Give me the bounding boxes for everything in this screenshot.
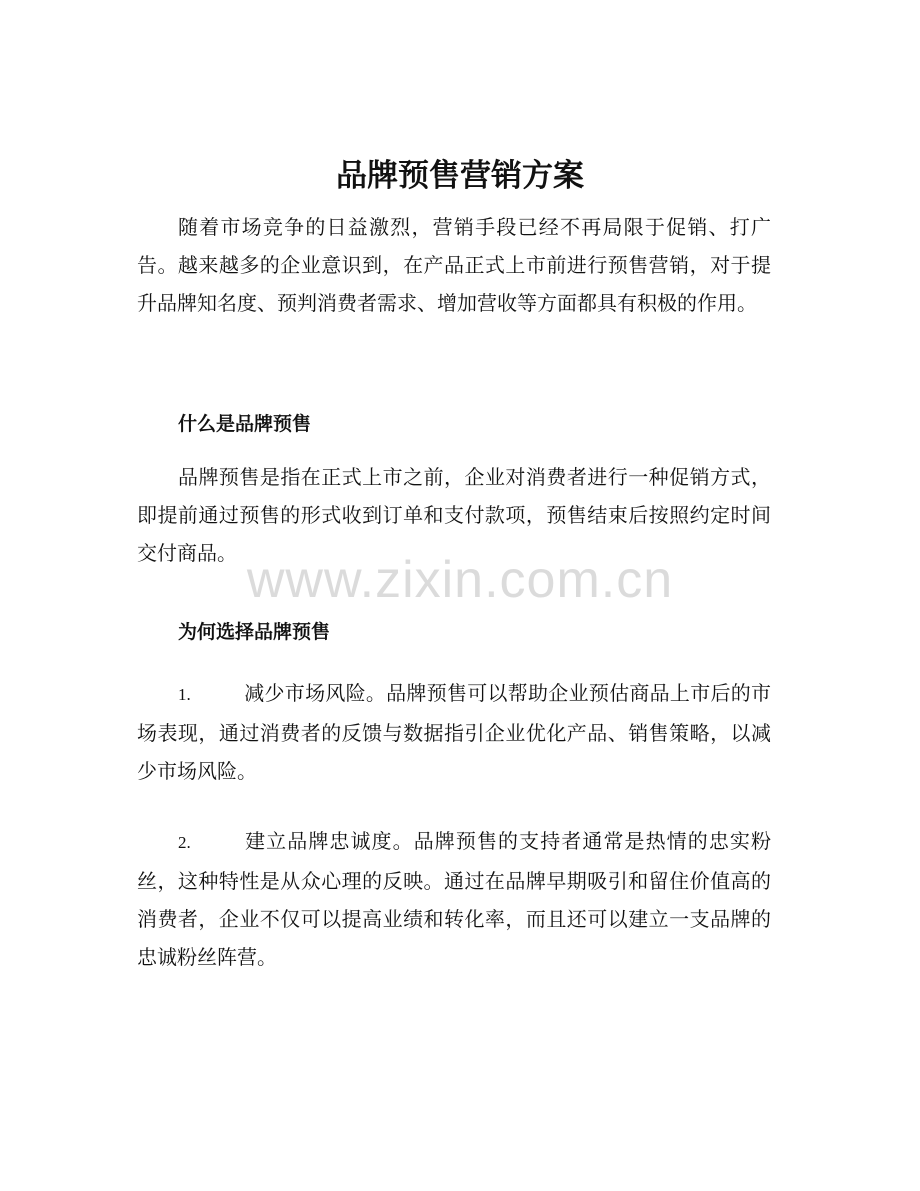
document-title: 品牌预售营销方案 — [336, 158, 584, 194]
intro-paragraph: 随着市场竞争的日益激烈，营销手段已经不再局限于促销、打广告。越来越多的企业意识到，在产品正式上市前进行预售营销，对于提升品牌知名度、预判消费者需求、增加营收等方面都具有积极的作用。 — [137, 215, 771, 315]
list-item — [137, 822, 771, 976]
list-item-number: 1. — [178, 685, 191, 704]
list-item-text: 减少市场风险。品牌预售可以帮助企业预估商品上市后的市场表现，通过消费者的反馈与数据指引企业优化产品、销售策略，以减少市场风险。 — [137, 681, 771, 783]
section-what-paragraph: 品牌预售是指在正式上市之前，企业对消费者进行一种促销方式，即提前通过预售的形式收到订单和支付款项，预售结束后按照约定时间交付商品。 — [137, 465, 771, 565]
watermark: www.zixin.com.cn — [246, 551, 674, 609]
section-heading-why: 为何选择品牌预售 — [178, 621, 331, 643]
list-item — [137, 674, 771, 790]
list-item-number: 2. — [178, 833, 191, 852]
section-heading-what: 什么是品牌预售 — [178, 413, 312, 435]
list-item-text: 建立品牌忠诚度。品牌预售的支持者通常是热情的忠实粉丝，这种特性是从众心理的反映。通过在品牌早期吸引和留住价值高的消费者，企业不仅可以提高业绩和转化率，而且还可以建立一支品牌的忠诚粉丝阵营。 — [137, 829, 771, 969]
